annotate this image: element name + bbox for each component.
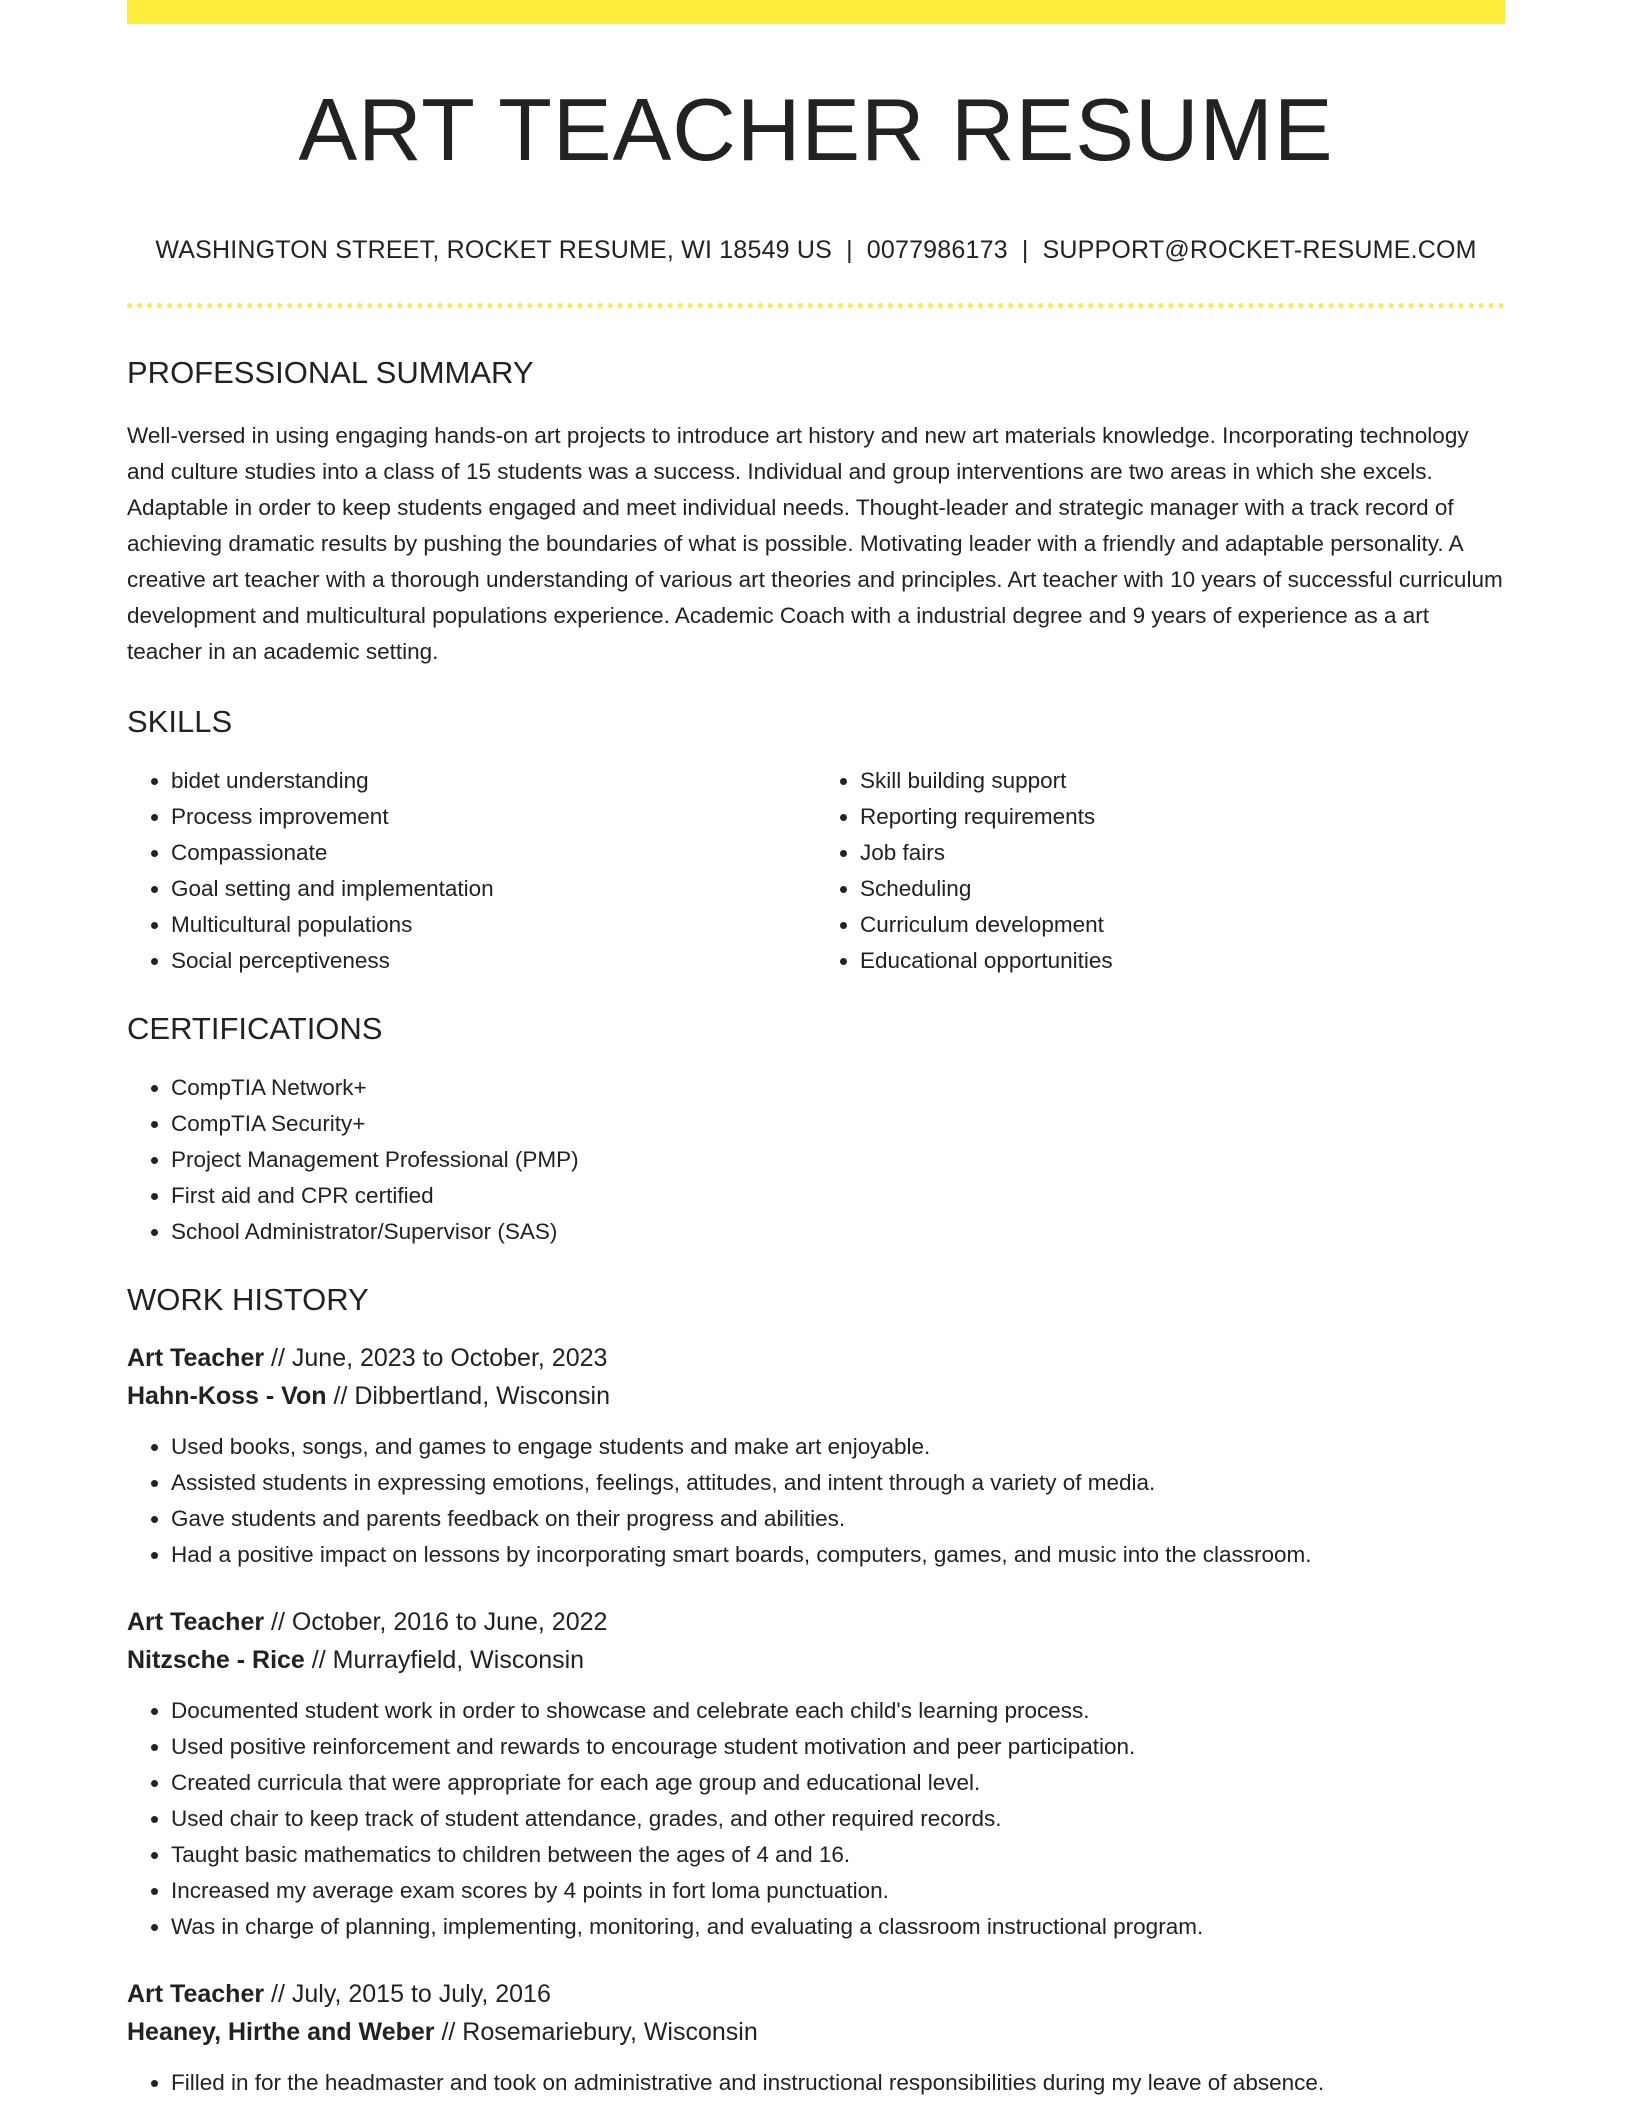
job-company: Nitzsche - Rice [127,1646,305,1674]
job-location: // Rosemariebury, Wisconsin [441,2018,758,2046]
list-item: • Filled in for the headmaster and took on administrative and instructional responsibilities during my leave of absence. [171,2065,1505,2101]
job-bullets [127,1429,1505,1573]
list-item: • Goal setting and implementation [171,871,816,907]
list-item: • Created curricula that were appropriate for each age group and educational level. [171,1765,1505,1801]
job-company-line [127,2013,1505,2051]
job-title: Art Teacher [127,1608,265,1636]
top-accent-bar [127,0,1505,24]
job-entry [127,1339,1505,1573]
work-history-heading: WORK HISTORY [127,1282,369,1317]
job-entry [127,1975,1505,2101]
job-company: Hahn-Koss - Von [127,1382,327,1410]
job-bullets [127,1693,1505,1945]
job-bullets [127,2065,1505,2101]
skills-columns [127,763,1505,979]
list-item: • Increased my average exam scores by 4 points in fort loma punctuation. [171,1873,1505,1909]
job-dates: // October, 2016 to June, 2022 [271,1608,608,1636]
job-location: // Murrayfield, Wisconsin [311,1646,585,1674]
skills-list-right [816,763,1505,979]
list-item: • Used positive reinforcement and rewards to encourage student motivation and peer participation. [171,1729,1505,1765]
job-dates: // June, 2023 to October, 2023 [271,1344,608,1372]
resume-title: ART TEACHER RESUME [298,80,1334,179]
list-item: • CompTIA Network+ [171,1070,1505,1106]
job-title-line [127,1975,1505,2013]
list-item: • Process improvement [171,799,816,835]
list-item: • Documented student work in order to showcase and celebrate each child's learning process. [171,1693,1505,1729]
list-item: • Scheduling [860,871,1505,907]
list-item: • Curriculum development [860,907,1505,943]
summary-text: Well-versed in using engaging hands-on art projects to introduce art history and new art materials knowledge. Incorporating technology and culture studies into a class of 15 students was a success. Individual and group interventions are two areas in which she excels. Adaptable in order to keep students engaged and meet individual needs. Thought-leader and strategic manager with a track record of achieving dramatic results by pushing the boundaries of what is possible. Motivating leader with a friendly and adaptable personality. A creative art teacher with a thorough understanding of various art theories and principles. Art teacher with 10 years of successful curriculum development and multicultural populations experience. Academic Coach with a industrial degree and 9 years of experience as a art teacher in an academic setting. [127,423,1503,664]
certifications-list [127,1070,1505,1250]
list-item: • Used books, songs, and games to engage students and make art enjoyable. [171,1429,1505,1465]
list-item: • Project Management Professional (PMP) [171,1142,1505,1178]
dotted-divider [127,303,1505,308]
job-title-line [127,1603,1505,1641]
list-item: • Had a positive impact on lessons by incorporating smart boards, computers, games, and music into the classroom. [171,1537,1505,1573]
list-item: • First aid and CPR certified [171,1178,1505,1214]
job-title-line [127,1339,1505,1377]
contact-separator: | [846,236,853,264]
job-title: Art Teacher [127,1980,265,2008]
list-item: • Job fairs [860,835,1505,871]
list-item: • Skill building support [860,763,1505,799]
list-item: • Compassionate [171,835,816,871]
job-location: // Dibbertland, Wisconsin [333,1382,611,1410]
list-item: • Social perceptiveness [171,943,816,979]
job-dates: // July, 2015 to July, 2016 [271,1980,551,2008]
job-entry [127,1603,1505,1945]
list-item: • Was in charge of planning, implementing, monitoring, and evaluating a classroom instructional program. [171,1909,1505,1945]
contact-separator: | [1021,236,1029,264]
list-item: • Gave students and parents feedback on their progress and abilities. [171,1501,1505,1537]
list-item: • Educational opportunities [860,943,1505,979]
list-item: • Used chair to keep track of student attendance, grades, and other required records. [171,1801,1505,1837]
contact-email: SUPPORT@ROCKET-RESUME.COM [1042,236,1477,264]
list-item: • School Administrator/Supervisor (SAS) [171,1214,1505,1250]
skills-list-left [127,763,816,979]
job-company: Heaney, Hirthe and Weber [127,2018,435,2046]
contact-phone: 0077986173 [866,236,1008,264]
list-item: • bidet understanding [171,763,816,799]
job-company-line [127,1377,1505,1415]
list-item: • Reporting requirements [860,799,1505,835]
list-item: • Assisted students in expressing emotions, feelings, attitudes, and intent through a variety of media. [171,1465,1505,1501]
list-item: • Multicultural populations [171,907,816,943]
skills-heading: SKILLS [127,704,233,739]
contact-address: WASHINGTON STREET, ROCKET RESUME, WI 18549 US [155,236,833,264]
list-item: • Taught basic mathematics to children between the ages of 4 and 16. [171,1837,1505,1873]
job-company-line [127,1641,1505,1679]
job-title: Art Teacher [127,1344,265,1372]
list-item: • CompTIA Security+ [171,1106,1505,1142]
contact-line [127,238,1505,263]
resume-page [127,0,1505,2101]
summary-heading: PROFESSIONAL SUMMARY [127,355,534,390]
certifications-heading: CERTIFICATIONS [127,1011,383,1046]
